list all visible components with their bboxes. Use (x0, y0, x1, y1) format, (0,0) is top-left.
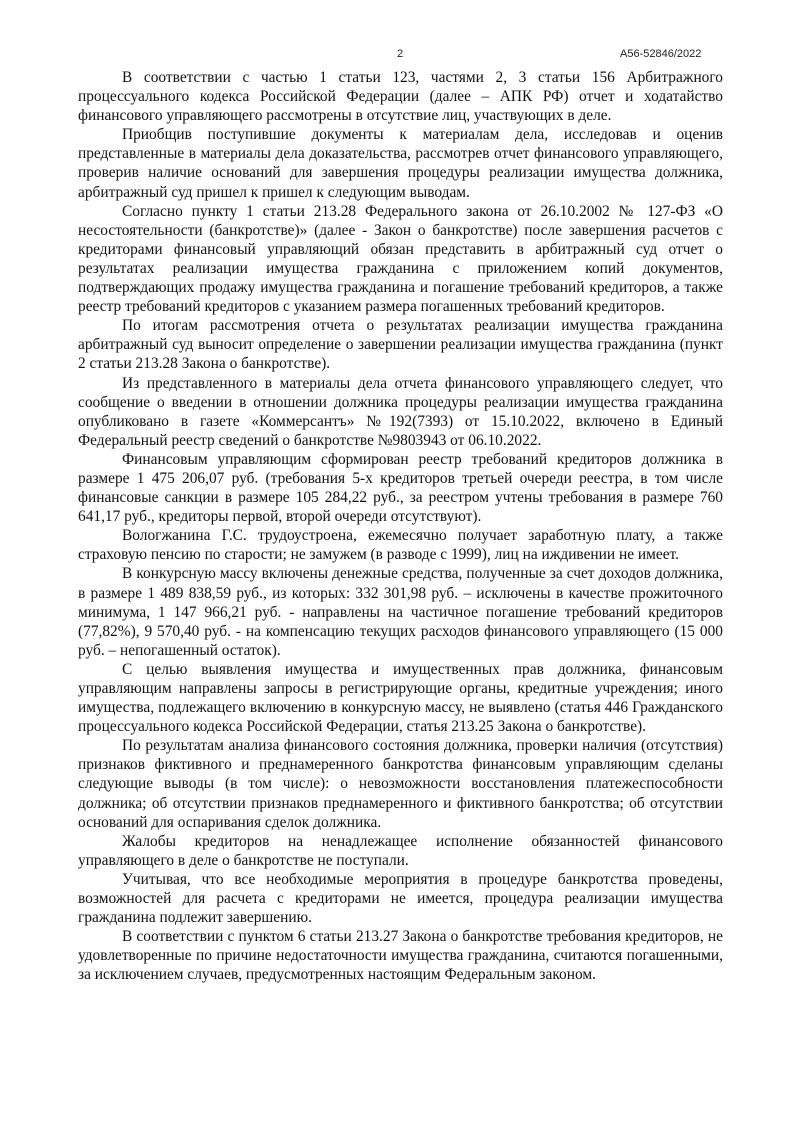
paragraph: Приобщив поступившие документы к материалам дела, исследовав и оценив представленные в материалы дела доказательства, рассмотрев отчет финансового управляющего, проверив наличие оснований для завершения процедуры реализации имущества должника, арбитражный суд пришел к пришел к следующим выводам. (78, 126, 723, 201)
document-body (78, 68, 723, 985)
paragraph: С целью выявления имущества и имущественных прав должника, финансовым управляющим направлены запросы в регистрирующие органы, кредитные учреждения; иного имущества, подлежащего включению в конкурсную массу, не выявлено (статья 446 Гражданского процессуального кодекса Российской Федерации, статья 213.25 Закона о банкротстве). (78, 660, 723, 736)
paragraph: Жалобы кредиторов на ненадлежащее исполнение обязанностей финансового управляющего в деле о банкротстве не поступали. (78, 832, 723, 869)
paragraph: В соответствии с частью 1 статьи 123, частями 2, 3 статьи 156 Арбитражного процессуального кодекса Российской Федерации (далее – АПК РФ) отчет и ходатайство финансового управляющего рассмотрены в отсутствие лиц, участвующих в деле. (78, 69, 723, 125)
paragraph: Учитывая, что все необходимые мероприятия в процедуре банкротства проведены, возможностей для расчета с кредиторами не имеется, процедура реализации имущества гражданина подлежит завершению. (78, 870, 723, 927)
paragraph: В соответствии с пунктом 6 статьи 213.27 Закона о банкротстве требования кредиторов, не удовлетворенные по причине недостаточности имущества гражданина, считаются погашенными, за исключением случаев, предусмотренных настоящим Федеральным законом. (78, 928, 723, 984)
paragraph: Финансовым управляющим сформирован реестр требований кредиторов должника в размере 1 475 206,07 руб. (требования 5-х кредиторов третьей очереди реестра, в том числе финансовые санкции в размере 105 284,22 руб., за реестром учтены требования в размере 760 641,17 руб., кредиторы первой, второй очереди отсутствуют). (78, 450, 723, 526)
paragraph: В конкурсную массу включены денежные средства, полученные за счет доходов должника, в размере 1 489 838,59 руб., из которых: 332 301,98 руб. – исключены в качестве прожиточного минимума, 1 147 966,21 руб. - направлены на частичное погашение требований кредиторов (77,82%), 9 570,40 руб. - на компенсацию текущих расходов финансового управляющего (15 000 руб. – непогашенный остаток). (78, 565, 723, 659)
paragraph: Вологжанина Г.С. трудоустроена, ежемесячно получает заработную плату, а также страховую пенсию по старости; не замужем (в разводе с 1999), лиц на иждивении не имеет. (78, 527, 723, 564)
paragraph: По результатам анализа финансового состояния должника, проверки наличия (отсутствия) признаков фиктивного и преднамеренного банкротства финансовым управляющим сделаны следующие выводы (в том числе): о невозможности восстановления платежеспособности должника; об отсутствии признаков преднамеренного и фиктивного банкротства; об отсутствии оснований для оспаривания сделок должника. (78, 737, 723, 831)
page-header (0, 48, 800, 64)
paragraph: По итогам рассмотрения отчета о результатах реализации имущества гражданина арбитражный суд выносит определение о завершении реализации имущества гражданина (пункт 2 статьи 213.28 Закона о банкротстве). (78, 317, 723, 373)
page-number: 2 (397, 48, 404, 60)
paragraph: Из представленного в материалы дела отчета финансового управляющего следует, что сообщение о введении в отношении должника процедуры реализации имущества гражданина опубликовано в газете «Коммерсантъ» №192(7393) от 15.10.2022, включено в Единый Федеральный реестр сведений о банкротстве №9803943 от 06.10.2022. (78, 374, 723, 449)
paragraph: Согласно пункту 1 статьи 213.28 Федерального закона от 26.10.2002 № 127-ФЗ «О несостоятельности (банкротстве)» (далее - Закон о банкротстве) после завершения расчетов с кредиторами финансовый управляющий обязан представить в арбитражный суд отчет о результатах реализации имущества гражданина с приложением копий документов, подтверждающих продажу имущества гражданина и погашение требований кредиторов, а также реестр требований кредиторов с указанием размера погашенных требований кредиторов. (78, 202, 723, 316)
case-number: А56-52846/2022 (620, 48, 702, 60)
